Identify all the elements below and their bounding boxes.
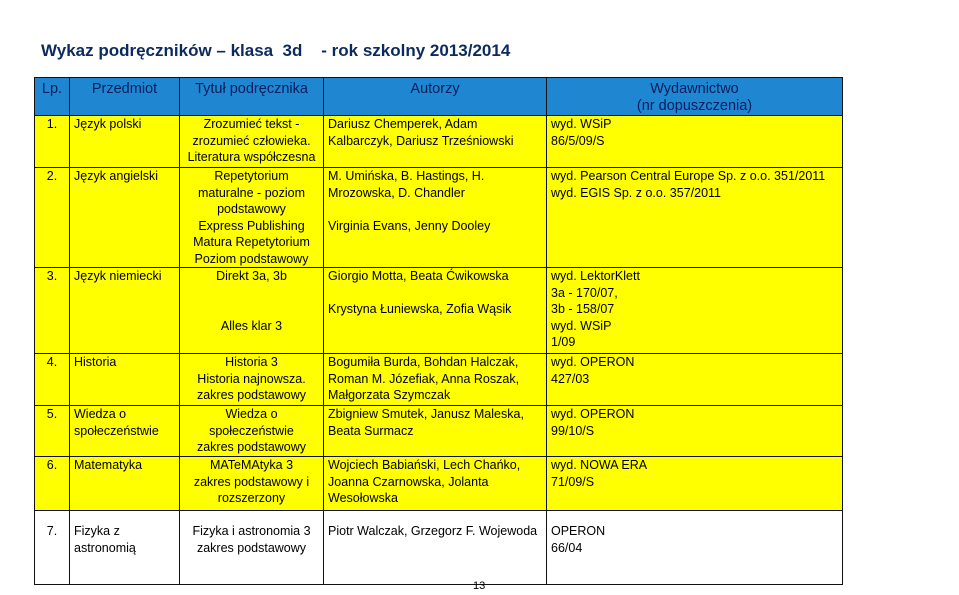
cell-authors-line: Dariusz Chemperek, Adam — [328, 117, 478, 131]
cell-authors — [324, 168, 547, 268]
cell-lp: 6. — [35, 457, 70, 511]
cell-book-line: zakres podstawowy i — [193, 474, 310, 489]
cell-authors-line: Mrozowska, D. Chandler — [328, 185, 465, 200]
cell-authors — [324, 116, 547, 168]
cell-authors-line: Kalbarczyk, Dariusz Trześniowski — [328, 133, 514, 148]
cell-publisher-line: 71/09/S — [551, 474, 595, 489]
cell-book-line: Fizyka i astronomia 3 — [192, 524, 311, 538]
cell-book — [180, 268, 324, 354]
cell-authors-line: Roman M. Józefiak, Anna Roszak, — [328, 371, 520, 386]
cell-authors-line: Wojciech Babiański, Lech Chańko, — [328, 458, 521, 472]
cell-publisher-line: wyd. LektorKlett — [551, 269, 640, 283]
cell-authors-line: Beata Surmacz — [328, 423, 414, 438]
header-publisher — [547, 78, 843, 116]
cell-publisher — [547, 457, 843, 511]
cell-lp: 3. — [35, 268, 70, 354]
cell-publisher — [547, 406, 843, 457]
cell-book — [180, 406, 324, 457]
cell-authors-line: Bogumiła Burda, Bohdan Halczak, — [328, 355, 519, 369]
cell-book-line: zakres podstawowy — [196, 388, 307, 402]
cell-subject-line: społeczeństwie — [74, 423, 159, 438]
cell-subject — [70, 354, 180, 406]
cell-publisher-line: wyd. NOWA ERA — [551, 458, 648, 472]
cell-book-line: MATeMAtyka 3 — [209, 458, 294, 472]
cell-authors-line: Joanna Czarnowska, Jolanta — [328, 474, 489, 489]
table-row — [35, 406, 843, 457]
cell-publisher-line: OPERON — [551, 524, 606, 538]
cell-book-line: Repetytorium — [214, 169, 289, 183]
cell-book-line: rozszerzony — [217, 491, 286, 505]
cell-book-line: zrozumieć człowieka. — [192, 133, 311, 148]
table-row — [35, 168, 843, 268]
cell-book-line: Historia najnowsza. — [197, 371, 306, 386]
cell-book — [180, 354, 324, 406]
cell-subject — [70, 406, 180, 457]
table-header-row — [35, 78, 843, 116]
cell-book — [180, 116, 324, 168]
cell-subject — [70, 116, 180, 168]
cell-publisher-line: 427/03 — [551, 371, 590, 386]
cell-subject — [70, 511, 180, 585]
cell-publisher-line: wyd. EGIS Sp. z o.o. 357/2011 — [551, 185, 722, 200]
cell-subject-line: Język niemiecki — [74, 269, 162, 283]
header-lp: Lp. — [35, 78, 70, 116]
cell-authors-line: Wesołowska — [328, 491, 398, 505]
cell-lp: 4. — [35, 354, 70, 406]
cell-subject-line: Wiedza o — [74, 407, 127, 421]
header-authors: Autorzy — [324, 78, 547, 116]
cell-book-line: zakres podstawowy — [196, 540, 307, 555]
cell-publisher — [547, 116, 843, 168]
cell-authors-line: Piotr Walczak, Grzegorz F. Wojewoda — [328, 524, 538, 538]
cell-authors-line: Małgorzata Szymczak — [328, 388, 451, 402]
cell-authors — [324, 268, 547, 354]
cell-subject — [70, 457, 180, 511]
cell-authors-line: Giorgio Motta, Beata Ćwikowska — [328, 269, 509, 283]
table-row — [35, 457, 843, 511]
cell-authors-line — [328, 201, 542, 218]
table-row — [35, 511, 843, 585]
cell-publisher-line: 3b - 158/07 — [551, 302, 615, 316]
cell-book-line: zakres podstawowy — [196, 440, 307, 454]
cell-subject-line: Fizyka z — [74, 524, 120, 538]
cell-book-line: Express Publishing — [198, 218, 305, 233]
cell-book-line: podstawowy — [217, 202, 286, 216]
cell-lp: 5. — [35, 406, 70, 457]
cell-publisher — [547, 354, 843, 406]
page-title: Wykaz podręczników – klasa 3d - rok szkolny 2013/2014 — [41, 41, 511, 60]
cell-publisher-line: wyd. WSiP — [551, 117, 612, 131]
cell-authors — [324, 406, 547, 457]
cell-authors-line — [328, 285, 542, 302]
cell-lp: 7. — [35, 511, 70, 585]
textbook-table — [34, 77, 843, 585]
cell-book-line: Wiedza o — [225, 407, 278, 421]
cell-publisher — [547, 268, 843, 354]
cell-subject — [70, 268, 180, 354]
cell-book-line: społeczeństwie — [209, 423, 294, 438]
header-book: Tytuł podręcznika — [180, 78, 324, 116]
cell-publisher-line: 3a - 170/07, — [551, 285, 618, 300]
cell-book-line: Poziom podstawowy — [194, 251, 309, 266]
cell-authors — [324, 354, 547, 406]
cell-subject — [70, 168, 180, 268]
cell-book — [180, 168, 324, 268]
cell-book-line: Direkt 3a, 3b — [216, 269, 287, 283]
cell-lp: 1. — [35, 116, 70, 168]
header-publisher-line1: Wydawnictwo — [650, 81, 739, 97]
cell-publisher-line: 86/5/09/S — [551, 133, 605, 148]
cell-book-line: Historia 3 — [225, 355, 278, 369]
cell-publisher-line: 99/10/S — [551, 423, 595, 438]
cell-publisher-line: wyd. Pearson Central Europe Sp. z o.o. 351/2011 — [551, 169, 826, 183]
cell-book — [180, 457, 324, 511]
table-row — [35, 116, 843, 168]
cell-publisher-line: 1/09 — [551, 335, 576, 349]
cell-authors-line: Virginia Evans, Jenny Dooley — [328, 218, 491, 233]
cell-authors-line: Zbigniew Smutek, Janusz Maleska, — [328, 407, 524, 421]
header-publisher-line2: (nr dopuszczenia) — [636, 98, 753, 114]
cell-subject-line: Historia — [74, 355, 117, 369]
page-number: 13 — [473, 580, 486, 592]
cell-book-line: Literatura współczesna — [187, 150, 316, 164]
cell-lp: 2. — [35, 168, 70, 268]
cell-publisher-line: 66/04 — [551, 540, 583, 555]
cell-publisher-line: wyd. WSiP — [551, 318, 612, 333]
cell-book-line: maturalne - poziom — [198, 185, 305, 200]
cell-book-line: Zrozumieć tekst - — [203, 117, 300, 131]
header-subject: Przedmiot — [70, 78, 180, 116]
cell-authors — [324, 457, 547, 511]
cell-book-line: Matura Repetytorium — [193, 235, 310, 249]
cell-authors-line: Krystyna Łuniewska, Zofia Wąsik — [328, 302, 512, 316]
cell-book-line: Alles klar 3 — [220, 318, 283, 333]
cell-authors — [324, 511, 547, 585]
cell-publisher — [547, 168, 843, 268]
table-row — [35, 268, 843, 354]
cell-subject-line: astronomią — [74, 540, 136, 555]
cell-publisher-line: wyd. OPERON — [551, 355, 635, 369]
cell-authors-line: M. Umińska, B. Hastings, H. — [328, 169, 485, 183]
cell-book — [180, 511, 324, 585]
cell-book-line — [184, 301, 319, 318]
cell-publisher — [547, 511, 843, 585]
cell-subject-line: Język angielski — [74, 169, 159, 183]
cell-publisher-line: wyd. OPERON — [551, 407, 635, 421]
cell-book-line — [184, 285, 319, 302]
cell-subject-line: Język polski — [74, 117, 142, 131]
table-row — [35, 354, 843, 406]
cell-subject-line: Matematyka — [74, 458, 143, 472]
